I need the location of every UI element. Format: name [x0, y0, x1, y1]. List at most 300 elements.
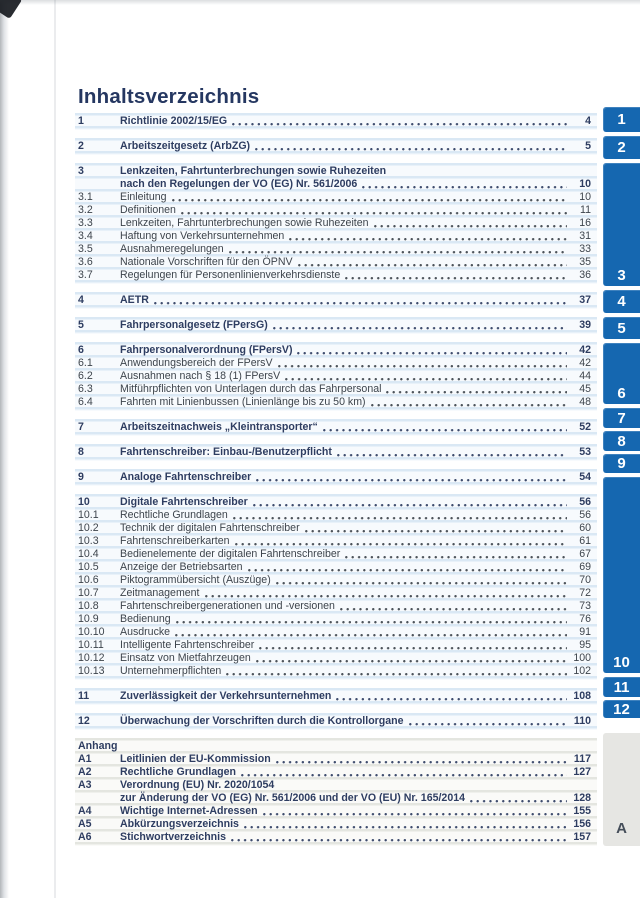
toc-row-title: Arbeitszeitnachweis „Kleintransporter“	[120, 421, 318, 433]
toc-row	[78, 574, 591, 587]
toc-row	[78, 665, 591, 678]
toc-row	[78, 805, 591, 818]
toc-group	[75, 342, 597, 411]
toc-row-title: Bedienelemente der digitalen Fahrtenschreiber	[120, 548, 341, 560]
toc-row-page: 95	[579, 639, 591, 651]
toc-row-page: 67	[579, 548, 591, 560]
toc-row-page: 91	[579, 626, 591, 638]
toc-row-body	[120, 357, 591, 370]
toc-row-page: 70	[579, 574, 591, 586]
toc-row-lastline	[120, 665, 591, 678]
toc-row-page: 10	[579, 191, 591, 203]
toc-row-number: 10.3	[78, 535, 99, 547]
chapter-tab-3: 3	[603, 163, 640, 286]
toc-row-body	[120, 779, 591, 805]
toc-row	[78, 115, 591, 128]
toc-row-lastline	[120, 522, 591, 535]
toc-row-lastline	[120, 446, 591, 459]
toc-row-number: A3	[78, 779, 92, 791]
toc-row-body	[120, 639, 591, 652]
chapter-tab-9: 9	[603, 454, 640, 473]
toc-row-page: 128	[573, 792, 591, 804]
toc-row-title: Lenkzeiten, Fahrtunterbrechungen sowie Ruhezeiten	[120, 165, 387, 177]
toc-row-number: 6.4	[78, 396, 93, 408]
toc-row-number: 7	[78, 421, 84, 433]
toc-row	[78, 319, 591, 332]
toc-row	[78, 446, 591, 459]
toc-row-lastline	[120, 191, 591, 204]
toc-row-number: 3.1	[78, 191, 93, 203]
toc-row-number: 3.6	[78, 256, 93, 268]
dot-leader	[289, 231, 567, 242]
toc-row-title: Digitale Fahrtenschreiber	[120, 496, 248, 508]
toc-row-page: 72	[579, 587, 591, 599]
toc-row-page: 39	[579, 319, 591, 331]
toc-row-body	[120, 818, 591, 831]
toc-row	[78, 243, 591, 256]
toc-row-number: 2	[78, 140, 84, 152]
toc-row-body	[120, 753, 591, 766]
dot-leader	[285, 371, 567, 382]
toc-row-page: 52	[579, 421, 591, 433]
appendix-list	[75, 738, 597, 846]
toc-row-title: Bedienung	[120, 613, 171, 625]
toc-row-page: 100	[573, 652, 591, 664]
toc-row	[78, 652, 591, 665]
dot-leader	[259, 640, 567, 651]
toc-row-body	[120, 230, 591, 243]
toc-row-number: 4	[78, 294, 84, 306]
toc-row-number: 10.2	[78, 522, 99, 534]
toc-row-title: Überwachung der Vorschriften durch die Kontrollorgane	[120, 715, 404, 727]
toc-row	[78, 753, 591, 766]
toc-row-lastline	[120, 140, 591, 153]
toc-row	[78, 548, 591, 561]
toc-row-page: 48	[579, 396, 591, 408]
toc-row-page: 56	[579, 509, 591, 521]
toc-group	[75, 163, 597, 284]
toc-row-title: Abkürzungsverzeichnis	[120, 818, 239, 830]
toc-row-number: 3.7	[78, 269, 93, 281]
toc-row-title: Arbeitszeitgesetz (ArbZG)	[120, 140, 251, 152]
toc-row-lastline	[120, 753, 591, 766]
toc-row-title: Rechtliche Grundlagen	[120, 509, 228, 521]
toc-row-body	[120, 269, 591, 282]
toc-row-title: Unternehmerpflichten	[120, 665, 222, 677]
toc-row-page: 31	[579, 230, 591, 242]
dot-leader	[470, 793, 567, 804]
toc-row-lastline	[120, 831, 591, 844]
toc-row-page: 5	[585, 140, 591, 152]
toc-row-lastline	[120, 805, 591, 818]
dot-leader	[232, 116, 567, 127]
toc-row-body	[120, 600, 591, 613]
toc-row-body	[120, 652, 591, 665]
toc-row	[78, 344, 591, 357]
toc-row	[78, 165, 591, 191]
toc-row	[78, 230, 591, 243]
toc-row-number: 10	[78, 496, 90, 508]
toc-row-page: 102	[573, 665, 591, 677]
toc-row-number: 10.11	[78, 639, 104, 651]
toc-row-body	[120, 446, 591, 459]
toc-row-title: Fahrten mit Linienbussen (Linienlänge bis zu 50 km)	[120, 396, 366, 408]
chapter-tab-5: 5	[603, 317, 640, 339]
chapter-tab-8: 8	[603, 431, 640, 451]
toc-row-title: Mitführpflichten von Unterlagen durch das Fahrpersonal	[120, 383, 382, 395]
toc-row-number: 10.6	[78, 574, 99, 586]
toc-row	[78, 587, 591, 600]
toc-row-body	[120, 217, 591, 230]
dot-leader	[229, 244, 567, 255]
dot-leader	[176, 614, 567, 625]
toc-row-body	[120, 535, 591, 548]
toc-row-body	[120, 715, 591, 728]
toc-row-title: Fahrtenschreiber: Einbau-/Benutzerpflicht	[120, 446, 332, 458]
dot-leader	[255, 141, 567, 152]
toc-row-number: 11	[78, 690, 90, 702]
toc-row-lastline	[120, 509, 591, 522]
toc-row-number: 3.3	[78, 217, 93, 229]
toc-row-page: 156	[573, 818, 591, 830]
toc-group	[75, 292, 597, 309]
toc-row-number: 10.13	[78, 665, 105, 677]
dot-leader	[409, 716, 567, 727]
toc-row-page: 36	[579, 269, 591, 281]
toc-row-title: Haftung von Verkehrsunternehmen	[120, 230, 285, 242]
toc-row-number: 8	[78, 446, 84, 458]
dot-leader	[340, 601, 567, 612]
toc-row-title: Stichwortverzeichnis	[120, 831, 226, 843]
toc-row-body	[120, 665, 591, 678]
toc-row-title: Ausnahmen nach § 18 (1) FPersV	[120, 370, 281, 382]
toc-row-page: 157	[573, 831, 591, 843]
dot-leader	[181, 205, 567, 216]
toc-row-body	[120, 574, 591, 587]
toc-row	[78, 471, 591, 484]
toc-row-body	[120, 522, 591, 535]
dot-leader	[273, 320, 567, 331]
toc-row-number: 10.9	[78, 613, 99, 625]
dot-leader	[241, 767, 567, 778]
chapter-tab-7: 7	[603, 408, 640, 428]
toc-row	[78, 779, 591, 805]
toc-row	[78, 383, 591, 396]
toc-group	[75, 113, 597, 130]
toc-row-title: Piktogrammübersicht (Auszüge)	[120, 574, 271, 586]
toc-row-title: Einsatz von Mietfahrzeugen	[120, 652, 251, 664]
toc-row	[78, 421, 591, 434]
toc-row-number: 6.2	[78, 370, 93, 382]
toc-row-lastline	[120, 639, 591, 652]
toc-row	[78, 766, 591, 779]
toc-row-page: 42	[579, 357, 591, 369]
toc-row-number: 3	[78, 165, 84, 177]
toc-row-body	[120, 561, 591, 574]
toc-group	[75, 713, 597, 730]
dot-leader	[256, 653, 567, 664]
dot-leader	[276, 754, 567, 765]
toc-row	[78, 522, 591, 535]
toc-row-title: Ausnahmeregelungen	[120, 243, 224, 255]
toc-row-title: Leitlinien der EU-Kommission	[120, 753, 271, 765]
toc-row	[78, 600, 591, 613]
appendix-header: Anhang	[78, 740, 118, 752]
toc-row-lastline	[120, 217, 591, 230]
toc-row-lastline	[120, 690, 591, 703]
toc-row-body	[120, 370, 591, 383]
dot-leader	[172, 192, 567, 203]
dot-leader	[205, 588, 568, 599]
toc-row-title: Fahrpersonalverordnung (FPersV)	[120, 344, 293, 356]
dot-leader	[231, 832, 567, 843]
toc-row-body	[120, 496, 591, 509]
toc-group	[75, 138, 597, 155]
dot-leader	[253, 497, 567, 508]
toc-row-title: Zuverlässigkeit der Verkehrsunternehmen	[120, 690, 332, 702]
toc-row-page: 33	[579, 243, 591, 255]
dot-leader	[371, 397, 567, 408]
chapter-tab-4: 4	[603, 290, 640, 313]
toc-row-page: 110	[573, 715, 591, 727]
toc-row-page: 127	[573, 766, 591, 778]
page-title: Inhaltsverzeichnis	[78, 85, 260, 108]
toc-row-number: A6	[78, 831, 92, 843]
toc-row-title: Lenkzeiten, Fahrtunterbrechungen sowie Ruhezeiten	[120, 217, 369, 229]
toc-row-lastline	[120, 496, 591, 509]
toc-group	[75, 444, 597, 461]
toc-row-lastline	[120, 471, 591, 484]
toc-row-body	[120, 165, 591, 191]
toc-row-number: 6.3	[78, 383, 93, 395]
toc-group	[75, 469, 597, 486]
toc-row-lastline	[120, 370, 591, 383]
toc-row-title: Verordnung (EU) Nr. 2020/1054	[120, 779, 275, 791]
toc-row	[78, 561, 591, 574]
toc-row-lastline	[120, 818, 591, 831]
toc-list	[75, 113, 597, 730]
toc-group	[75, 688, 597, 705]
toc-row-page: 37	[579, 294, 591, 306]
toc-row-lastline	[120, 421, 591, 434]
toc-row-body	[120, 766, 591, 779]
chapter-tab-6: 6	[603, 343, 640, 404]
toc-row-page: 54	[579, 471, 591, 483]
toc-row	[78, 535, 591, 548]
toc-row-number: 3.2	[78, 204, 93, 216]
toc-row-number: 1	[78, 115, 84, 127]
toc-row-title: Rechtliche Grundlagen	[120, 766, 236, 778]
toc-row-page: 45	[579, 383, 591, 395]
toc-row-number: 6	[78, 344, 84, 356]
toc-row-number: 12	[78, 715, 90, 727]
toc-row-number: A5	[78, 818, 92, 830]
toc-row-title: Richtlinie 2002/15/EG	[120, 115, 228, 127]
toc-row-title: Technik der digitalen Fahrtenschreiber	[120, 522, 300, 534]
toc-row-body	[120, 191, 591, 204]
toc-row	[78, 269, 591, 282]
toc-row-page: 42	[579, 344, 591, 356]
toc-row-lastline	[120, 548, 591, 561]
toc-row-lastline	[120, 344, 591, 357]
chapter-tab-11: 11	[603, 677, 640, 697]
toc-row-body	[120, 319, 591, 332]
dot-leader	[323, 422, 567, 433]
toc-row	[78, 204, 591, 217]
toc-row-lastline	[120, 652, 591, 665]
toc-row	[78, 509, 591, 522]
chapter-tab-12: 12	[603, 700, 640, 718]
toc-row-page: 53	[579, 446, 591, 458]
toc-row	[78, 715, 591, 728]
toc-row-title: Fahrtenschreiberkarten	[120, 535, 230, 547]
toc-group	[75, 419, 597, 436]
toc-row-body	[120, 626, 591, 639]
toc-row-lastline	[120, 178, 591, 191]
toc-row-page: 117	[573, 753, 591, 765]
toc-row	[78, 294, 591, 307]
toc-row-number: 10.4	[78, 548, 99, 560]
toc-row-page: 61	[579, 535, 591, 547]
toc-row-lastline	[120, 115, 591, 128]
toc-row-title: Nationale Vorschriften für den ÖPNV	[120, 256, 293, 268]
toc-row-page: 76	[579, 613, 591, 625]
toc-row-title: Fahrtenschreibergenerationen und -versionen	[120, 600, 335, 612]
toc-row-body	[120, 294, 591, 307]
toc-row	[78, 496, 591, 509]
toc-row-number: 10.1	[78, 509, 99, 521]
toc-row	[78, 217, 591, 230]
toc-row-title: Anwendungsbereich der FPersV	[120, 357, 273, 369]
toc-row-title: nach den Regelungen der VO (EG) Nr. 561/2006	[120, 178, 358, 190]
toc-row-title: Wichtige Internet-Adressen	[120, 805, 258, 817]
toc-row-body	[120, 690, 591, 703]
toc-row	[78, 690, 591, 703]
toc-row-lastline	[120, 357, 591, 370]
toc-row-title: Fahrpersonalgesetz (FPersG)	[120, 319, 268, 331]
toc-row-lastline	[120, 535, 591, 548]
dot-leader	[362, 179, 567, 190]
toc-row-body	[120, 256, 591, 269]
dot-leader	[233, 510, 567, 521]
toc-row-lastline	[120, 766, 591, 779]
chapter-tab-rail	[603, 0, 640, 898]
toc-row-title: Ausdrucke	[120, 626, 171, 638]
toc-row	[78, 831, 591, 844]
chapter-tab-2: 2	[603, 136, 640, 159]
dot-leader	[345, 549, 567, 560]
toc-row	[78, 140, 591, 153]
toc-row	[78, 396, 591, 409]
toc-row-lastline	[120, 561, 591, 574]
toc-row-number: A4	[78, 805, 92, 817]
toc-row-page: 60	[579, 522, 591, 534]
toc-row-page: 155	[573, 805, 591, 817]
toc-row-lastline	[120, 230, 591, 243]
toc-row-number: 10.10	[78, 626, 105, 638]
toc-row-number: 10.7	[78, 587, 99, 599]
toc-row-body	[120, 421, 591, 434]
toc-group	[75, 317, 597, 334]
toc-row-body	[120, 396, 591, 409]
toc-row-body	[120, 471, 591, 484]
dot-leader	[263, 806, 567, 817]
toc-row-lastline	[120, 396, 591, 409]
toc-row-number: A2	[78, 766, 92, 778]
toc-row-lastline	[120, 574, 591, 587]
toc-row-body	[120, 548, 591, 561]
dot-leader	[278, 358, 567, 369]
toc-row-number: 9	[78, 471, 84, 483]
toc-row-page: 73	[579, 600, 591, 612]
toc-row-body	[120, 509, 591, 522]
toc-row-lastline	[120, 243, 591, 256]
toc-row	[78, 357, 591, 370]
toc-row-number: 3.4	[78, 230, 93, 242]
toc-row-lastline	[120, 256, 591, 269]
toc-row-body	[120, 204, 591, 217]
dot-leader	[226, 666, 567, 677]
toc-row-lastline	[120, 715, 591, 728]
toc-row-number: 10.12	[78, 652, 105, 664]
toc-row-title: Regelungen für Personenlinienverkehrsdienste	[120, 269, 341, 281]
toc-row-title: zur Änderung der VO (EG) Nr. 561/2006 und der VO (EU) Nr. 165/2014	[120, 792, 465, 804]
toc-row	[78, 626, 591, 639]
dot-leader	[337, 447, 567, 458]
dot-leader	[305, 523, 567, 534]
toc-row-body	[120, 805, 591, 818]
toc-row-lastline	[120, 269, 591, 282]
toc-row-body	[120, 587, 591, 600]
toc-row-number: 6.1	[78, 357, 93, 369]
toc-row-number: 3.5	[78, 243, 93, 255]
toc-row-page: 108	[573, 690, 591, 702]
toc-row-page: 69	[579, 561, 591, 573]
dot-leader	[276, 575, 567, 586]
toc-row-page: 10	[579, 178, 591, 190]
toc-row-page: 35	[579, 256, 591, 268]
toc-row-title: AETR	[120, 294, 149, 306]
chapter-tab-1: 1	[603, 107, 640, 132]
toc-row-lastline	[120, 319, 591, 332]
toc-row-page: 11	[580, 204, 591, 216]
toc-row	[78, 370, 591, 383]
toc-row-title: Definitionen	[120, 204, 176, 216]
dot-leader	[154, 295, 567, 306]
toc-row-title: Anzeige der Betriebsarten	[120, 561, 243, 573]
dot-leader	[297, 345, 567, 356]
dot-leader	[256, 472, 567, 483]
toc-row-lastline	[120, 600, 591, 613]
chapter-tab-appendix: A	[603, 733, 640, 846]
toc-row-body	[120, 831, 591, 844]
toc-row-title: Einleitung	[120, 191, 167, 203]
appendix-group	[75, 738, 597, 846]
dot-leader	[248, 562, 568, 573]
toc-row-page: 16	[579, 217, 591, 229]
toc-row-body	[120, 243, 591, 256]
dot-leader	[345, 270, 567, 281]
toc-row-body	[120, 383, 591, 396]
toc-row-lastline	[120, 383, 591, 396]
toc-row	[78, 191, 591, 204]
toc-group	[75, 494, 597, 680]
toc-row-number: A1	[78, 753, 92, 765]
dot-leader	[298, 257, 567, 268]
toc-row-body	[120, 115, 591, 128]
dot-leader	[175, 627, 567, 638]
toc-row-lastline	[120, 294, 591, 307]
